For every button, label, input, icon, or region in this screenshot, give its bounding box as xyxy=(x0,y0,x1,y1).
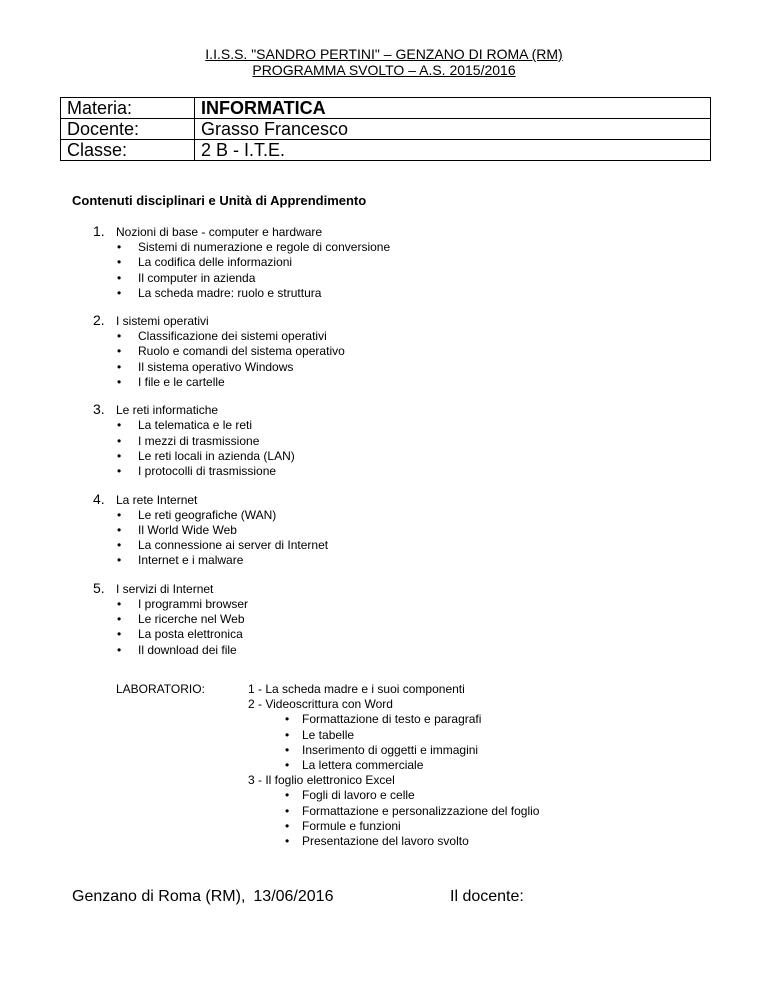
unit-4 xyxy=(93,492,390,569)
unit-number: 2. xyxy=(93,312,105,329)
unit-title: Nozioni di base - computer e hardware xyxy=(116,225,323,239)
footer-place: Genzano di Roma (RM), xyxy=(72,888,246,905)
unit-title: I servizi di Internet xyxy=(116,581,214,596)
list-item: • La connessione ai server di Internet xyxy=(93,538,390,553)
list-item: • Il computer in azienda xyxy=(93,271,390,286)
info-row-materia xyxy=(61,98,711,119)
list-item: • Formattazione di testo e paragrafi xyxy=(248,712,539,727)
lab-section xyxy=(248,682,539,849)
lab-line: 1 - La scheda madre e i suoi componenti xyxy=(248,682,465,696)
footer-place-date xyxy=(72,887,333,907)
list-item: • Le reti geografiche (WAN) xyxy=(93,508,390,523)
school-name: I.I.S.S. "SANDRO PERTINI" – GENZANO DI ROMA (RM) xyxy=(205,46,563,62)
unit-1 xyxy=(93,224,390,301)
lab-line: 3 - Il foglio elettronico Excel xyxy=(248,773,395,788)
list-item: • La scheda madre: ruolo e struttura xyxy=(93,286,390,301)
unit-number: 3. xyxy=(93,401,105,418)
program-title: PROGRAMMA SVOLTO – A.S. 2015/2016 xyxy=(252,62,516,78)
unit-title: La rete Internet xyxy=(116,492,198,507)
list-item: • Le tabelle xyxy=(248,728,539,743)
unit-number: 5. xyxy=(93,579,105,596)
excel-items xyxy=(248,788,539,849)
document-header xyxy=(0,46,768,78)
unit-number: 4. xyxy=(93,490,105,507)
list-item: • I programmi browser xyxy=(93,597,390,612)
unit-number: 1. xyxy=(93,223,105,239)
info-label: Docente: xyxy=(61,119,195,140)
units-list xyxy=(93,224,390,670)
list-item: • La codifica delle informazioni xyxy=(93,255,390,270)
lab-line: 2 - Videoscrittura con Word xyxy=(248,697,393,712)
unit-title: I sistemi operativi xyxy=(116,314,209,329)
info-label: Materia: xyxy=(61,98,195,119)
list-item: • I mezzi di trasmissione xyxy=(93,434,390,449)
unit-2 xyxy=(93,313,390,390)
list-item: • La posta elettronica xyxy=(93,627,390,642)
unit-title: Le reti informatiche xyxy=(116,403,219,418)
lab-label: LABORATORIO: xyxy=(116,682,205,696)
unit-5 xyxy=(93,581,390,658)
list-item: • Il sistema operativo Windows xyxy=(93,360,390,375)
list-item: • Fogli di lavoro e celle xyxy=(248,788,539,803)
signature-label: Il docente: xyxy=(450,888,524,905)
list-item: • Le reti locali in azienda (LAN) xyxy=(93,449,390,464)
list-item: • Internet e i malware xyxy=(93,553,390,568)
list-item: • I protocolli di trasmissione xyxy=(93,464,390,479)
list-item: • Sistemi di numerazione e regole di conversione xyxy=(93,240,390,255)
list-item: • I file e le cartelle xyxy=(93,375,390,390)
info-row-docente xyxy=(61,119,711,140)
info-value: 2 B - I.T.E. xyxy=(195,140,711,161)
list-item: • Inserimento di oggetti e immagini xyxy=(248,743,539,758)
info-row-classe xyxy=(61,140,711,161)
list-item: • La lettera commerciale xyxy=(248,758,539,773)
info-value: INFORMATICA xyxy=(195,98,711,119)
footer-date: 13/06/2016 xyxy=(253,888,334,905)
list-item: • Presentazione del lavoro svolto xyxy=(248,834,539,849)
list-item: • Il download dei file xyxy=(93,643,390,658)
info-table xyxy=(60,97,711,161)
list-item: • Le ricerche nel Web xyxy=(93,612,390,627)
list-item: • Classificazione dei sistemi operativi xyxy=(93,329,390,344)
unit-3 xyxy=(93,402,390,479)
list-item: • Formattazione e personalizzazione del foglio xyxy=(248,804,539,819)
section-title: Contenuti disciplinari e Unità di Apprendimento xyxy=(72,193,367,208)
word-items xyxy=(248,712,539,773)
info-value: Grasso Francesco xyxy=(195,119,711,140)
info-label: Classe: xyxy=(61,140,195,161)
list-item: • La telematica e le reti xyxy=(93,418,390,433)
list-item: • Il World Wide Web xyxy=(93,523,390,538)
list-item: • Ruolo e comandi del sistema operativo xyxy=(93,344,390,359)
list-item: • Formule e funzioni xyxy=(248,819,539,834)
